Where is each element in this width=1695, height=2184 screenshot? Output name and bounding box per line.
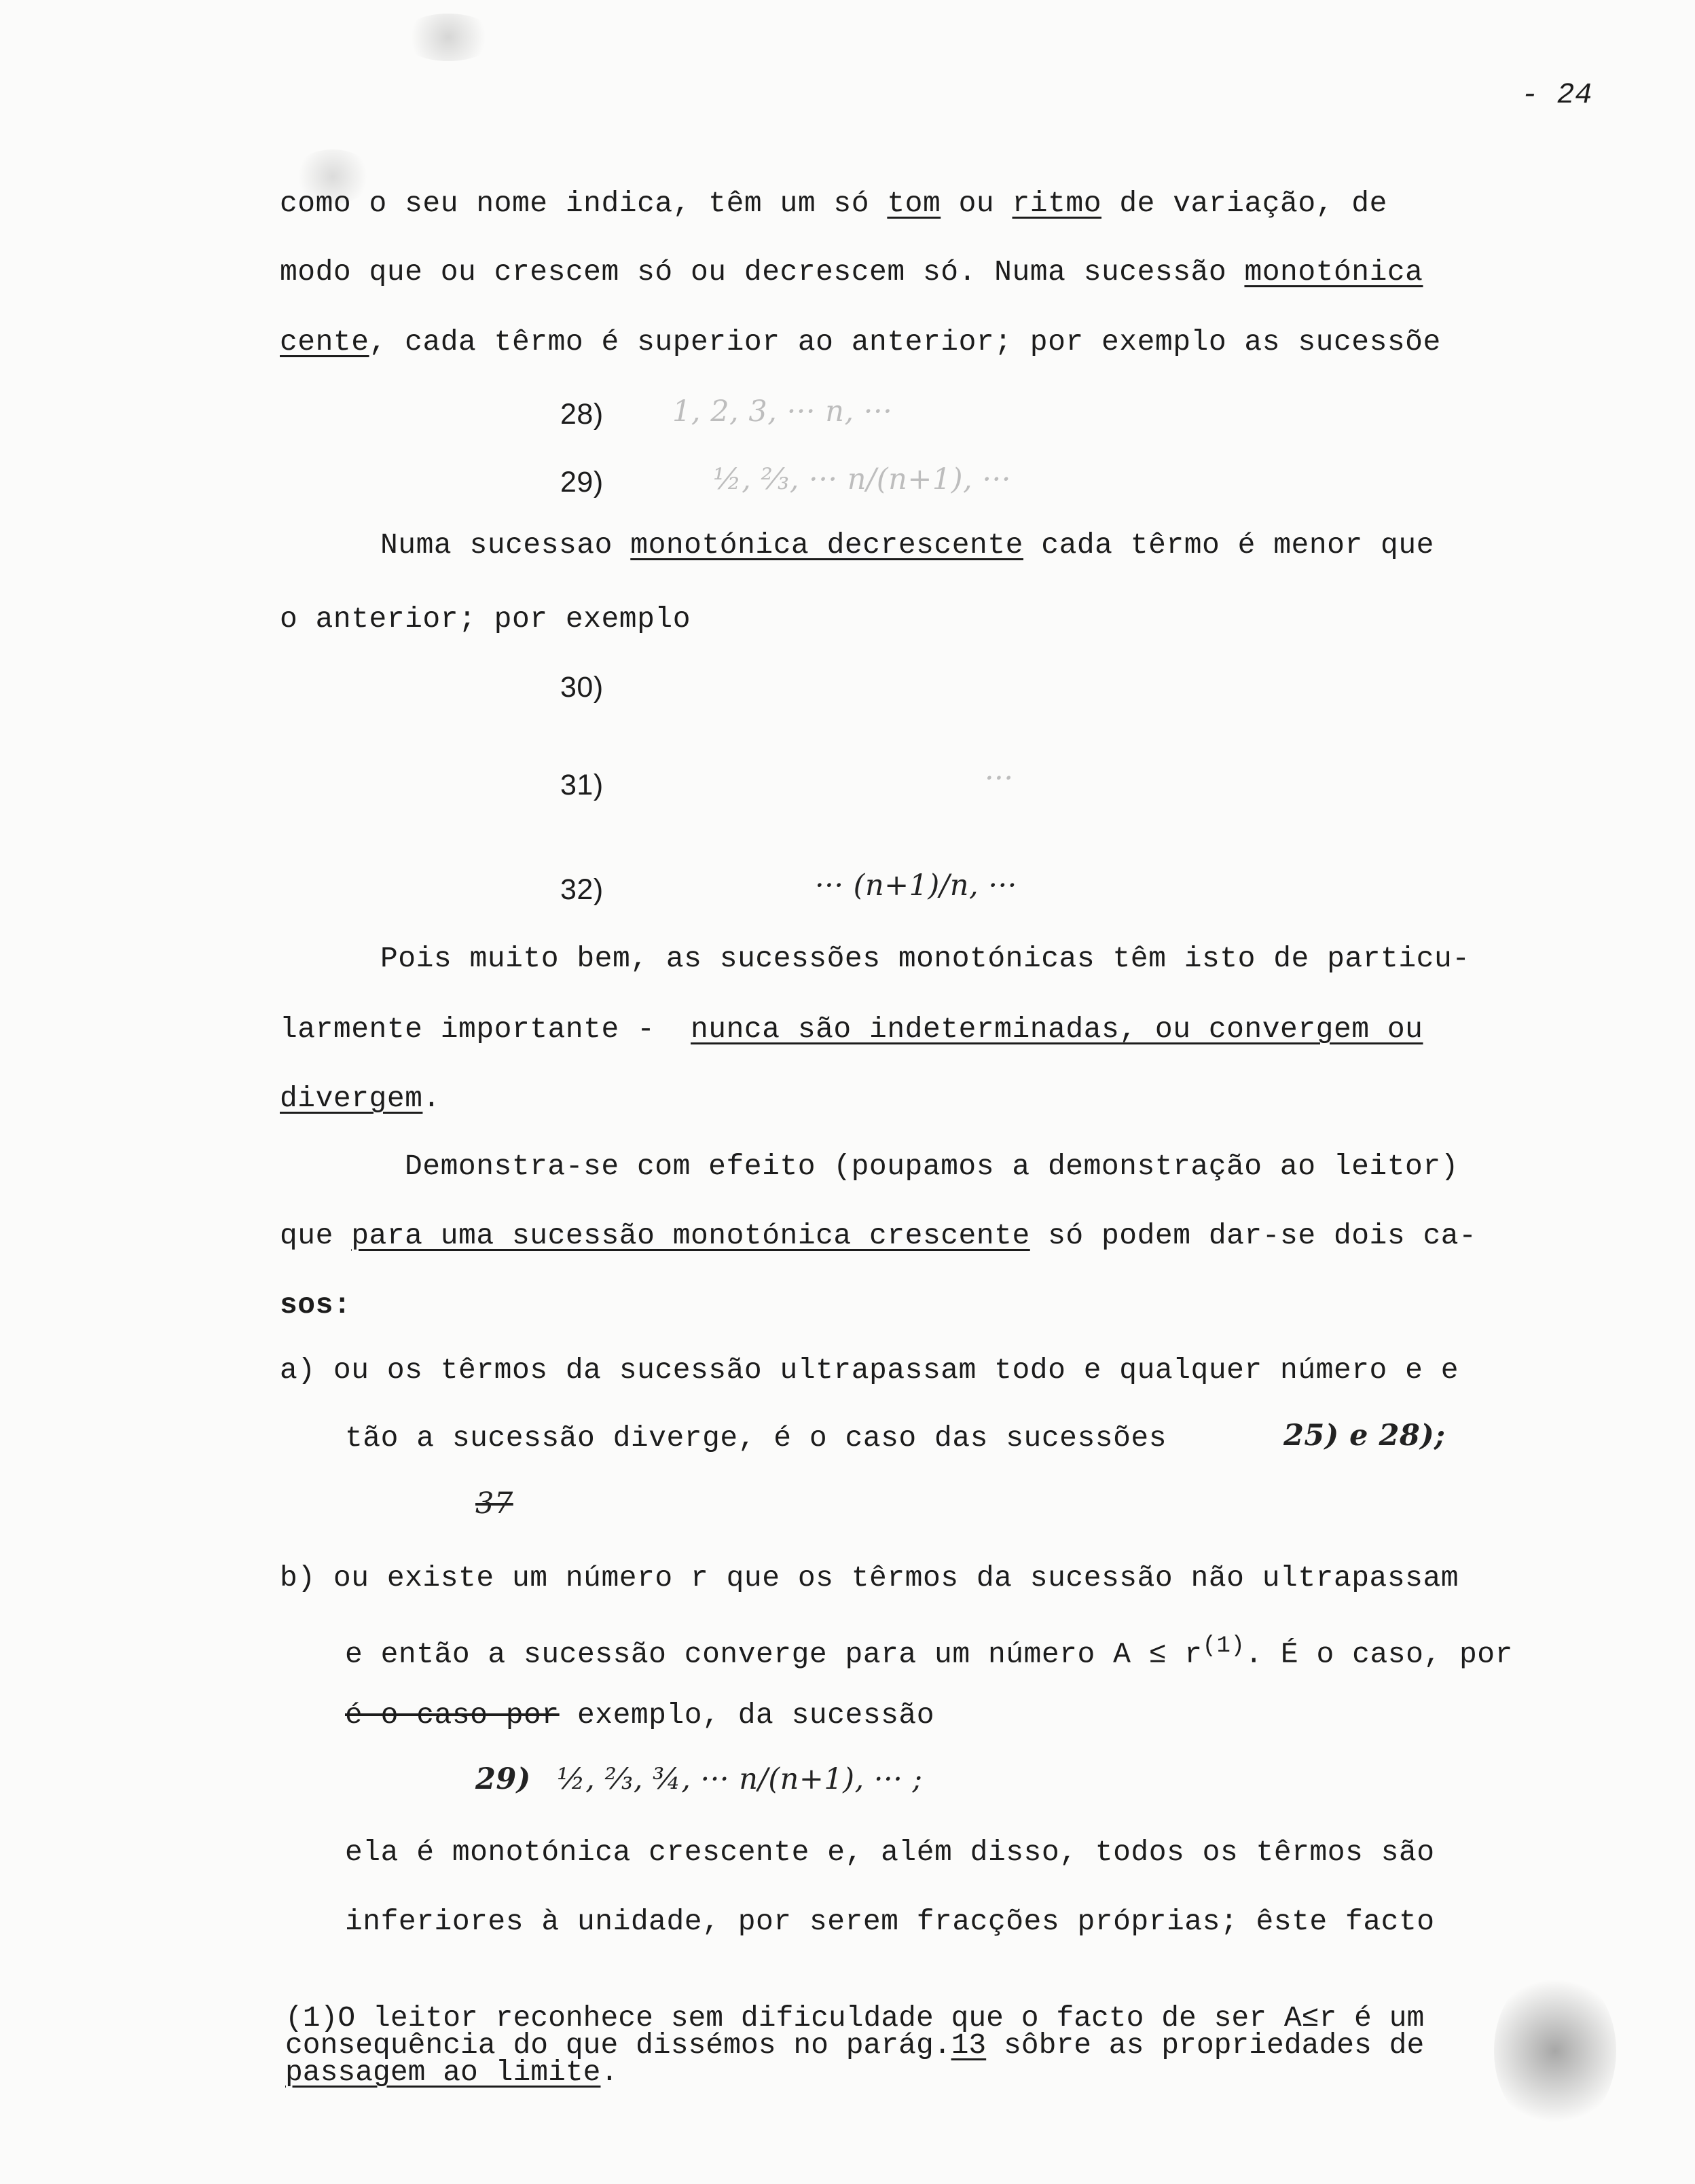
item-b-line-5 xyxy=(345,1903,1435,1941)
text-segment: . xyxy=(422,1082,441,1115)
footnote-line-1 xyxy=(285,2001,1425,2035)
text-segment: b) ou existe um número r que os têrmos da sucessão não ultrapassam xyxy=(280,1561,1459,1595)
text-segment: a) ou os têrmos da sucessão ultrapassam todo e qualquer número e e xyxy=(280,1353,1459,1387)
item-b-line-4 xyxy=(345,1834,1435,1872)
text-segment: cada têrmo é menor que xyxy=(1023,528,1434,562)
underlined-text: para uma sucessão monotónica crescente xyxy=(351,1219,1030,1252)
line-11 xyxy=(280,1286,351,1324)
item-b-line-3 xyxy=(345,1696,934,1734)
text-segment: Pois muito bem, as sucessões monotónicas têm isto de particu- xyxy=(380,942,1470,975)
item-b-line-1 xyxy=(280,1559,1459,1597)
eq29b-label: 29) xyxy=(475,1762,531,1796)
footnote-line-3 xyxy=(285,2056,619,2089)
text-segment: modo que ou crescem só ou decrescem só. Numa sucessão xyxy=(280,255,1245,289)
eq32-label: 32) xyxy=(560,873,604,906)
underlined-text: nunca são indeterminadas, ou convergem ou xyxy=(691,1013,1423,1046)
item-b-struck-text: é o caso por xyxy=(345,1698,560,1732)
text-segment: Demonstra-se com efeito (poupamos a demonstração ao leitor) xyxy=(405,1150,1459,1183)
footnote-line-2 xyxy=(285,2028,1425,2062)
eq29-expression: ½, ⅔, ··· n/(n+1), ··· xyxy=(713,462,1011,496)
item-a-line-2 xyxy=(345,1419,1184,1457)
page-number: - 24 xyxy=(1521,78,1593,111)
line-10 xyxy=(280,1217,1476,1255)
text-segment: larmente importante - xyxy=(280,1013,691,1046)
item-b-line-3-text: exemplo, da sucessão xyxy=(559,1698,935,1732)
underlined-text: monotónica xyxy=(1244,255,1423,289)
line-9 xyxy=(405,1148,1459,1186)
item-b-line-2 xyxy=(345,1627,1513,1673)
text-segment: Numa sucessao xyxy=(380,528,631,562)
line-2 xyxy=(280,253,1423,291)
text-segment: ou xyxy=(941,187,1013,220)
item-b-line-2a: e então a sucessão converge para um número A ≤ r xyxy=(345,1637,1203,1671)
underlined-text: tom xyxy=(887,187,941,220)
text-segment: , cada têrmo é superior ao anterior; por exemplo as sucessõe xyxy=(369,325,1441,359)
footnote-ref: (1) xyxy=(1202,1633,1245,1659)
underlined-text: passagem ao limite xyxy=(285,2056,601,2089)
text-segment: consequência do que dissémos no parág. xyxy=(285,2028,951,2062)
line-7 xyxy=(280,1011,1423,1049)
line-4 xyxy=(380,526,1434,564)
eq32-expression: ··· (n+1)/n, ··· xyxy=(815,869,1017,903)
text-segment: . xyxy=(600,2056,619,2089)
line-3 xyxy=(280,323,1441,361)
line-1 xyxy=(280,185,1387,223)
text-segment: sôbre as propriedades de xyxy=(986,2028,1425,2062)
text-segment: que xyxy=(280,1219,352,1252)
text-segment: tão a sucessão diverge, é o caso das sucessões xyxy=(345,1421,1185,1455)
eq29-label: 29) xyxy=(560,466,604,498)
item-a-struck-note: 37 xyxy=(475,1487,513,1521)
eq30-label: 30) xyxy=(560,671,604,704)
underlined-text: divergem xyxy=(280,1082,423,1115)
text-segment: ela é monotónica crescente e, além disso, todos os têrmos são xyxy=(345,1836,1435,1869)
ink-smudge-top xyxy=(401,14,496,61)
line-8 xyxy=(280,1080,441,1118)
ink-smudge-corner xyxy=(1494,1969,1616,2132)
text-segment: como o seu nome indica, têm um só xyxy=(280,187,888,220)
line-6 xyxy=(380,940,1470,978)
item-a-handwritten: 25) e 28); xyxy=(1283,1419,1446,1453)
text-segment: (1)O leitor reconhece sem dificuldade que o facto de ser A≤r é um xyxy=(285,2001,1425,2035)
text-segment: de variação, de xyxy=(1101,187,1387,220)
line-5 xyxy=(280,600,691,638)
eq28-label: 28) xyxy=(560,398,604,431)
eq31-label: 31) xyxy=(560,769,604,801)
text-segment: sos: xyxy=(280,1288,352,1322)
eq28-expression: 1, 2, 3, ··· n, ··· xyxy=(672,395,893,429)
text-segment: o anterior; por exemplo xyxy=(280,602,691,636)
underlined-text: monotónica decrescente xyxy=(630,528,1023,562)
underlined-text: ritmo xyxy=(1012,187,1102,220)
eq29b-expression: ½, ⅔, ¾, ··· n/(n+1), ··· ; xyxy=(557,1762,923,1796)
text-segment: só podem dar-se dois ca- xyxy=(1029,1219,1477,1252)
underlined-text: 13 xyxy=(951,2028,987,2062)
item-a-line-1 xyxy=(280,1351,1459,1389)
underlined-text: cente xyxy=(280,325,369,359)
eq31-expression: ··· xyxy=(985,761,1014,795)
text-segment: inferiores à unidade, por serem fracções próprias; êste facto xyxy=(345,1905,1435,1938)
item-b-line-2b: . É o caso, por xyxy=(1245,1637,1513,1671)
